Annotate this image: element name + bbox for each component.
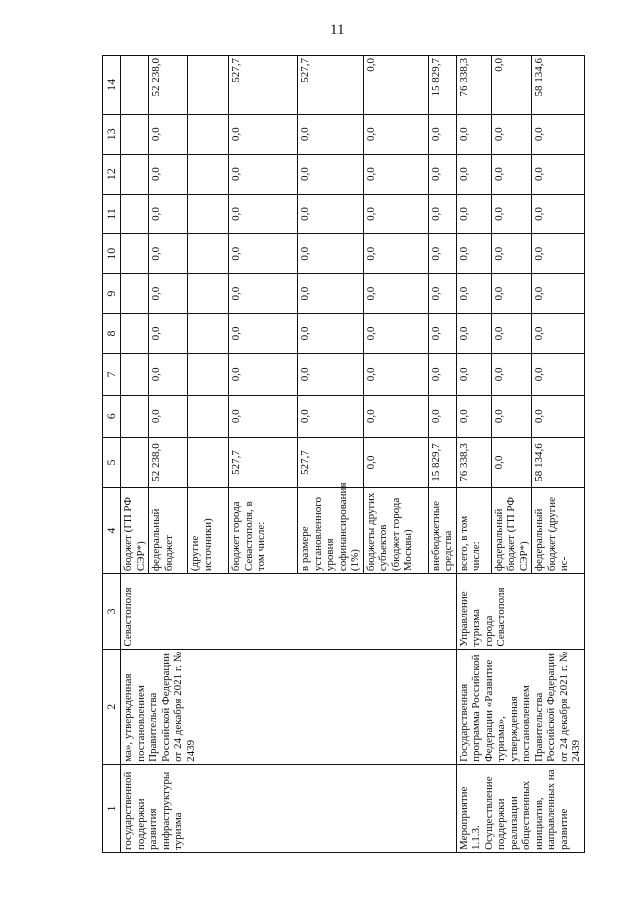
value-cell: 0,0 xyxy=(456,114,491,154)
header-cell: 1 xyxy=(103,764,121,852)
value-cell: 0,0 xyxy=(456,314,491,354)
total-cell: 527,7 xyxy=(229,56,298,115)
source-label: федеральный бюджет (ГП РФ СЭР*) xyxy=(491,488,532,574)
value-cell xyxy=(121,437,149,487)
value-cell: 58 134,6 xyxy=(532,437,585,487)
value-cell: 0,0 xyxy=(456,194,491,234)
header-cell: 5 xyxy=(103,437,121,487)
value-cell: 0,0 xyxy=(229,114,298,154)
value-cell xyxy=(188,353,229,395)
value-cell: 0,0 xyxy=(428,194,456,234)
value-cell: 0,0 xyxy=(428,353,456,395)
source-label: в размере установленного уровня софинансирования (1%) xyxy=(298,488,364,574)
value-cell xyxy=(121,353,149,395)
value-cell xyxy=(121,314,149,354)
value-cell: 0,0 xyxy=(456,234,491,274)
header-cell: 3 xyxy=(103,574,121,650)
total-cell: 0,0 xyxy=(491,56,532,115)
value-cell: 0,0 xyxy=(456,154,491,194)
value-cell: 0,0 xyxy=(532,395,585,437)
total-cell: 527,7 xyxy=(298,56,364,115)
source-label: бюджет города Севастополя, в том числе: xyxy=(229,488,298,574)
header-cell: 7 xyxy=(103,353,121,395)
block1-executor-cell: Севастополя xyxy=(121,574,457,650)
page-number: 11 xyxy=(330,22,345,38)
value-cell: 0,0 xyxy=(456,353,491,395)
total-cell: 58 134,6 xyxy=(532,56,585,115)
value-cell: 0,0 xyxy=(532,194,585,234)
source-label: (другие источники) xyxy=(188,488,229,574)
value-cell: 0,0 xyxy=(298,274,364,314)
value-cell: 0,0 xyxy=(298,314,364,354)
value-cell: 15 829,7 xyxy=(428,437,456,487)
header-cell: 9 xyxy=(103,274,121,314)
table-row xyxy=(121,56,149,853)
value-cell: 0,0 xyxy=(491,114,532,154)
header-cell: 14 xyxy=(103,56,121,115)
value-cell: 0,0 xyxy=(428,314,456,354)
value-cell: 0,0 xyxy=(532,353,585,395)
source-label: всего, в том числе: xyxy=(456,488,491,574)
value-cell: 0,0 xyxy=(491,194,532,234)
value-cell: 0,0 xyxy=(428,274,456,314)
header-cell: 13 xyxy=(103,114,121,154)
value-cell xyxy=(121,274,149,314)
header-cell: 11 xyxy=(103,194,121,234)
value-cell: 0,0 xyxy=(428,234,456,274)
value-cell: 0,0 xyxy=(229,314,298,354)
source-label: бюджет (ГП РФ СЭР*) xyxy=(121,488,149,574)
value-cell: 0,0 xyxy=(363,395,428,437)
source-label: федеральный бюджет (другие ис- xyxy=(532,488,585,574)
value-cell: 0,0 xyxy=(491,274,532,314)
value-cell: 0,0 xyxy=(298,114,364,154)
source-label: внебюджетные средства xyxy=(428,488,456,574)
header-cell: 2 xyxy=(103,649,121,764)
value-cell xyxy=(188,437,229,487)
value-cell: 0,0 xyxy=(532,234,585,274)
value-cell xyxy=(188,114,229,154)
value-cell: 0,0 xyxy=(491,234,532,274)
value-cell: 0,0 xyxy=(149,114,188,154)
value-cell xyxy=(188,395,229,437)
value-cell: 0,0 xyxy=(229,395,298,437)
value-cell: 0,0 xyxy=(532,274,585,314)
value-cell: 0,0 xyxy=(298,395,364,437)
value-cell: 0,0 xyxy=(229,234,298,274)
value-cell xyxy=(188,154,229,194)
value-cell xyxy=(121,114,149,154)
total-cell: 76 338,3 xyxy=(456,56,491,115)
value-cell: 527,7 xyxy=(229,437,298,487)
value-cell: 0,0 xyxy=(491,154,532,194)
value-cell: 527,7 xyxy=(298,437,364,487)
value-cell: 0,0 xyxy=(456,395,491,437)
value-cell: 0,0 xyxy=(491,437,532,487)
value-cell: 0,0 xyxy=(428,395,456,437)
value-cell xyxy=(188,234,229,274)
rotated-table xyxy=(102,55,582,853)
value-cell xyxy=(188,194,229,234)
value-cell: 0,0 xyxy=(491,314,532,354)
value-cell: 0,0 xyxy=(491,353,532,395)
value-cell: 0,0 xyxy=(428,154,456,194)
value-cell xyxy=(188,274,229,314)
total-cell: 0,0 xyxy=(363,56,428,115)
header-cell: 10 xyxy=(103,234,121,274)
block2-executor-cell: Управление туризма города Севастополя xyxy=(456,574,584,650)
header-cell: 8 xyxy=(103,314,121,354)
budget-table xyxy=(102,55,585,853)
header-cell: 4 xyxy=(103,488,121,574)
value-cell xyxy=(121,395,149,437)
value-cell: 0,0 xyxy=(363,194,428,234)
total-cell: 15 829,7 xyxy=(428,56,456,115)
value-cell: 52 238,0 xyxy=(149,437,188,487)
value-cell: 0,0 xyxy=(532,114,585,154)
value-cell: 0,0 xyxy=(428,114,456,154)
total-cell xyxy=(188,56,229,115)
header-cell: 12 xyxy=(103,154,121,194)
value-cell: 0,0 xyxy=(363,114,428,154)
value-cell: 0,0 xyxy=(298,353,364,395)
value-cell: 0,0 xyxy=(363,154,428,194)
value-cell: 0,0 xyxy=(149,154,188,194)
value-cell: 0,0 xyxy=(298,234,364,274)
value-cell: 0,0 xyxy=(491,395,532,437)
value-cell: 0,0 xyxy=(363,274,428,314)
header-row xyxy=(103,56,121,853)
value-cell: 0,0 xyxy=(229,353,298,395)
header-cell: 6 xyxy=(103,395,121,437)
source-label: бюджеты других субъектов (бюджет города Москвы) xyxy=(363,488,428,574)
value-cell: 0,0 xyxy=(149,314,188,354)
value-cell: 0,0 xyxy=(149,395,188,437)
value-cell: 0,0 xyxy=(456,274,491,314)
total-cell xyxy=(121,56,149,115)
value-cell: 0,0 xyxy=(149,234,188,274)
value-cell: 0,0 xyxy=(532,154,585,194)
block1-program-cell: ма», утвержденная постановлением Правительства Российской Федерации от 24 декабря 2021 г. № 2439 xyxy=(121,649,457,764)
table-row xyxy=(456,56,491,853)
value-cell: 0,0 xyxy=(363,314,428,354)
value-cell: 76 338,3 xyxy=(456,437,491,487)
value-cell: 0,0 xyxy=(363,437,428,487)
total-cell: 52 238,0 xyxy=(149,56,188,115)
source-label: федеральный бюджет xyxy=(149,488,188,574)
block2-program-cell: Государственная программа Российской Федерации «Развитие туризма», утвержденная постановлением Правительства Российской Федерации от 24 декабря 2021 г. № 2439 xyxy=(456,649,584,764)
value-cell: 0,0 xyxy=(229,274,298,314)
value-cell xyxy=(121,234,149,274)
block2-activity-cell: Мероприятие 1.1.3. Осуществление поддержки реализации общественных инициатив, направленных на развитие xyxy=(456,764,584,852)
value-cell: 0,0 xyxy=(229,154,298,194)
value-cell: 0,0 xyxy=(363,353,428,395)
value-cell: 0,0 xyxy=(298,194,364,234)
value-cell: 0,0 xyxy=(149,274,188,314)
value-cell: 0,0 xyxy=(149,194,188,234)
value-cell: 0,0 xyxy=(363,234,428,274)
value-cell xyxy=(188,314,229,354)
rotated-table-container xyxy=(102,55,582,853)
value-cell: 0,0 xyxy=(229,194,298,234)
value-cell: 0,0 xyxy=(532,314,585,354)
value-cell xyxy=(121,194,149,234)
value-cell: 0,0 xyxy=(298,154,364,194)
block1-activity-cell: государственной поддержки развития инфраструктуры туризма xyxy=(121,764,457,852)
value-cell: 0,0 xyxy=(149,353,188,395)
value-cell xyxy=(121,154,149,194)
